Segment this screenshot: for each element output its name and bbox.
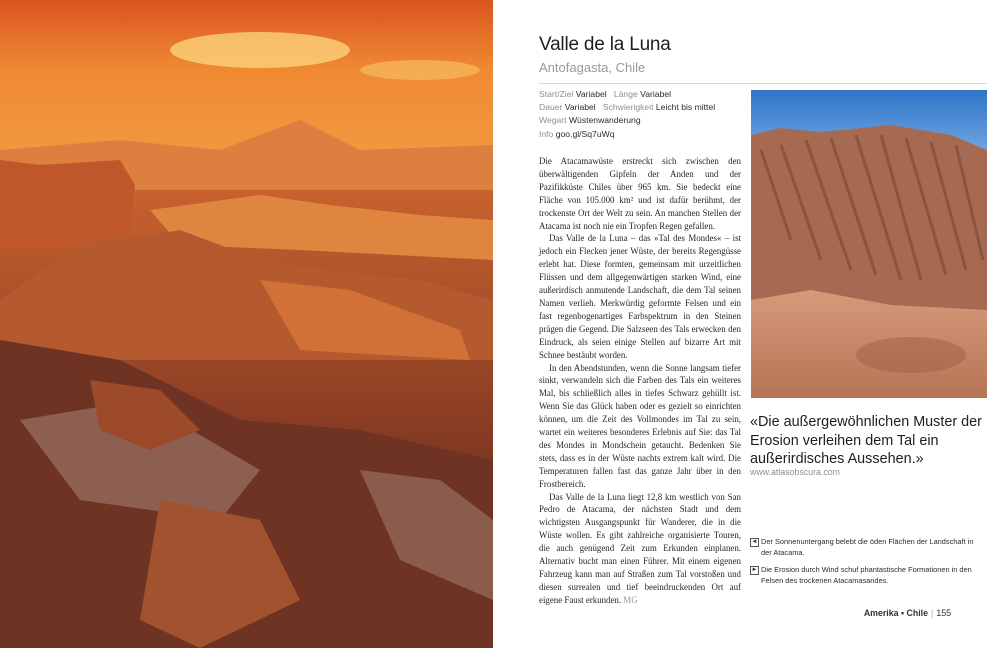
fact-key: Schwierigkeit: [602, 102, 654, 113]
erosion-dune-illustration: [751, 90, 987, 398]
quote-source-link[interactable]: www.atlasobscura.com: [750, 467, 840, 477]
article-location: Antofagasta, Chile: [539, 60, 646, 75]
caption-text: Die Erosion durch Wind schuf phantastische Formationen in den Felsen des trockenen Atacamasandes.: [761, 565, 972, 585]
arrow-left-icon: ◄: [751, 539, 758, 545]
footer-divider: |: [931, 608, 934, 618]
fact-key: Länge: [613, 89, 638, 99]
article-page: [493, 0, 987, 648]
title-divider: [539, 83, 987, 84]
fact-row: [539, 114, 739, 127]
fact-value: Leicht bis mittel: [655, 102, 716, 113]
article-body: [539, 155, 741, 607]
arrow-right-icon: ►: [751, 567, 758, 574]
body-paragraph: Die Atacamawüste erstreckt sich zwischen den überwältigenden Gipfeln der Anden und der Pazifikküste Chiles über 965 km. Sie bedeckt eine Fläche von 105.000 km² und ist dafür berühmt, der trockenste Ort der Welt zu sein. An manchen Stellen der Atacama ist noch nie ein Tropfen Regen gefallen.: [539, 156, 741, 231]
cloud-glow-2: [360, 60, 480, 80]
fact-value: Variabel: [640, 89, 672, 99]
body-paragraph: Das Valle de la Luna – das »Tal des Mondes« – ist jedoch ein Flecken jener Wüste, der bereits Regengüsse erlebt hat. Diese formten, gemeinsam mit urzeitlichen Flüssen und dem allgegenwärtigen starken Wind, eine außerirdisch anmutende Landschaft, die dem Tal seinen Namen verlieh. Merkwürdig geformte Felsen und ein fast regenbogenartiges Farbspektrum in den Steinen prägen die Gegend. Die Salzseen des Tals erwecken den Eindruck, als seien einige Stellen auf bizarre Art mit Schnee bestäubt worden.: [539, 233, 741, 360]
caption-text: Der Sonnenuntergang belebt die öden Flächen der Landschaft in der Atacama.: [761, 537, 974, 557]
caption-left-photo: [750, 537, 982, 558]
fact-value: Wüstenwanderung: [568, 115, 641, 126]
photo-captions: [750, 537, 982, 593]
body-paragraph-text: Das Valle de la Luna liegt 12,8 km westlich von San Pedro de Atacama, der nächsten Stadt und dem wichtigsten Ausgangspunkt für Wanderer, die in die Wüste wollen. Es gibt zahlreiche organisierte Touren, die auch genügend Zeit zum Erkunden einplanen. Alternativ bucht man einen Führer. Mit einem eigenen Fahrzeug kann man auf Straßen zum Tal vorstoßen und diesen surrealen und tief beeindruckenden Ort auf eigene Faust erkunden.: [539, 491, 741, 605]
footprints: [856, 337, 966, 373]
fact-box: [539, 88, 739, 141]
fact-value: Variabel: [564, 102, 596, 113]
fact-key: Info: [539, 128, 554, 139]
fact-key: Wegart: [539, 115, 567, 126]
fact-key: Start/Ziel: [539, 89, 574, 99]
sunset-landscape-illustration: [0, 0, 493, 648]
fact-row: [539, 101, 739, 114]
cloud-glow: [170, 32, 350, 68]
body-paragraph: In den Abendstunden, wenn die Sonne langsam tiefer sinkt, verwandeln sich die Farben des Tals ein weiteres Mal, bis schließlich alles in tiefes Schwarz gehüllt ist. Wenn Sie das Glück haben oder es gezielt so einrichten können, um die Zeit des Vollmondes im Tal zu sein, wartet ein weiteres besonderes Erlebnis auf Sie: das Tal des Mondes in Mondschein getaucht. Bedenken Sie stets, dass es in der Wüste nachts extrem kalt wird. Die Temperaturen fallen fast das ganze Jahr über in den Frostbereich.: [539, 362, 741, 489]
fact-key: Dauer: [539, 102, 563, 113]
fact-row: [539, 128, 739, 141]
caption-right-photo: [750, 565, 982, 586]
section-label: Amerika • Chile: [863, 608, 929, 618]
pull-quote: «Die außergewöhnlichen Muster der Erosion verleihen dem Tal ein außerirdisches Aussehen.»: [750, 414, 982, 468]
sunset-landscape-photo: [0, 0, 493, 648]
author-initials: MG: [623, 594, 638, 605]
fact-row: [539, 88, 739, 101]
info-link[interactable]: goo.gl/Sq7uWq: [555, 128, 615, 139]
article-title: Valle de la Luna: [539, 34, 671, 55]
page-number: 155: [936, 608, 951, 618]
page-footer: [864, 608, 951, 618]
fact-value: Variabel: [575, 89, 607, 99]
body-paragraph: [539, 491, 741, 607]
erosion-dune-photo: [751, 90, 987, 398]
